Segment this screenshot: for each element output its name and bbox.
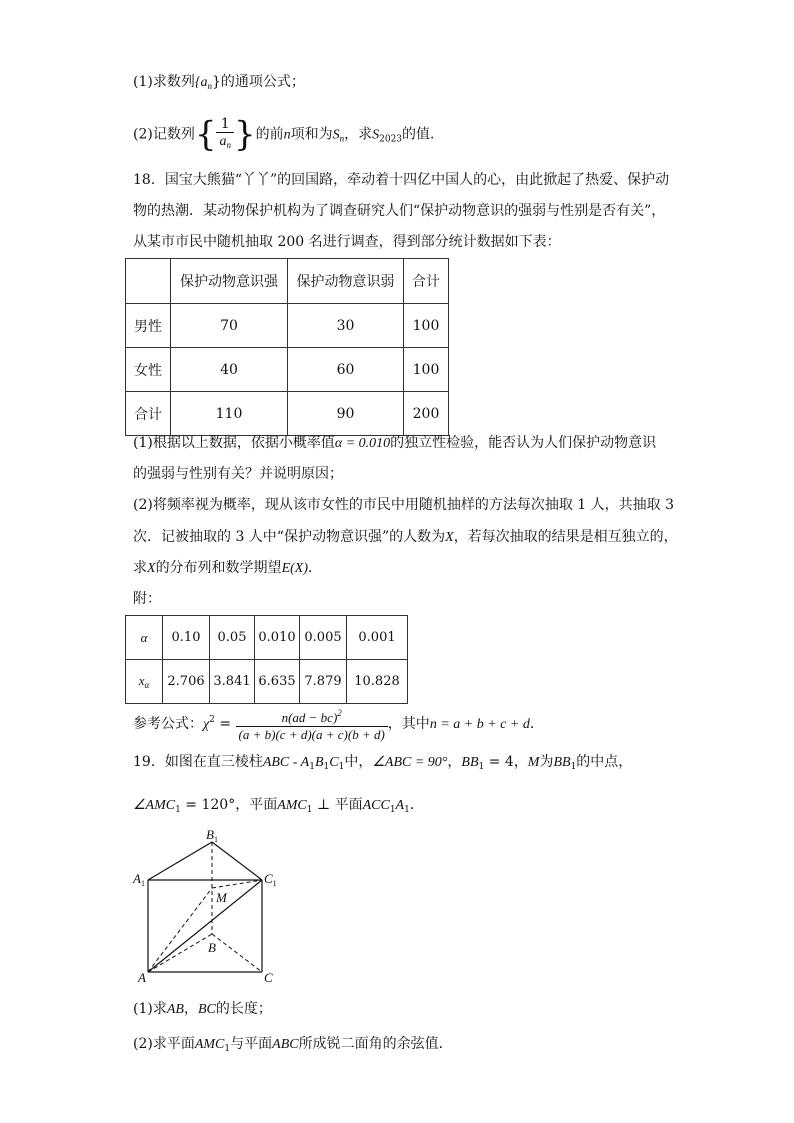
prism-figure <box>130 828 290 988</box>
q18-line2: 物的热潮．某动物保护机构为了调查研究人们“保护动物意识的强弱与性别是否有关”， <box>133 203 666 219</box>
label-c1: $C_1$ <box>264 871 277 888</box>
chi-square-fraction: $\frac{n(ad - bc)^2}{(a + b)(c + d)(a + c)(b + d)}$ <box>236 705 388 743</box>
statistics-table <box>125 258 449 436</box>
label-b1: $B_1$ <box>206 828 218 844</box>
label-m: M <box>216 890 227 905</box>
table-row: $x_\alpha$ 2.706 3.841 6.635 7.879 10.828 <box>126 660 408 704</box>
fraction-1-over-an: $\frac{1}{a_n}$ <box>216 116 234 153</box>
critical-value-table <box>125 615 408 704</box>
edge-b1-c1 <box>212 842 262 880</box>
q18-line3: 从某市市民中随机抽取 200 名进行调查，得到部分统计数据如下表： <box>133 234 561 250</box>
q19-line2: $\angle AMC_1 = 120^\circ$，平面$AMC_1$ ⊥ 平面$ACC_1A_1$． <box>133 797 424 815</box>
label-b: B <box>208 940 216 955</box>
edge-a1-b1 <box>148 842 212 880</box>
label-a1: $A_1$ <box>133 871 145 888</box>
q18-sub1-line2: 的强弱与性别有关？并说明原因； <box>133 466 343 482</box>
table-row: 女性 40 60 100 <box>126 348 449 392</box>
reference-formula: 参考公式：$\chi^2$ = $\frac{n(ad - bc)^2}{(a + b)(c + d)(a + c)(b + d)}$ ，其中n = a + b + c + d． <box>133 702 544 743</box>
right-brace-symbol: } <box>233 114 256 155</box>
edge-a-b-hidden <box>148 934 212 972</box>
table-header-row: 保护动物意识强 保护动物意识弱 合计 <box>126 259 449 304</box>
table-row: α 0.10 0.05 0.010 0.005 0.001 <box>126 616 408 660</box>
q17-part2: (2)记数列{ $\frac{1}{a_n}$ }的前n项和为$S_n$，求$S_{2023}$的值． <box>133 114 445 155</box>
q18-sub2-line3: 求X的分布列和数学期望E(X)． <box>133 560 322 576</box>
q19-sub2: (2)求平面$AMC_1$与平面ABC所成锐二面角的余弦值． <box>133 1036 453 1054</box>
table-row: 男性 70 30 100 <box>126 304 449 348</box>
edge-b-c-hidden <box>212 934 262 972</box>
left-brace-symbol: { <box>194 114 217 155</box>
q19-line1: 19．如图在直三棱柱ABC - $A_1B_1C_1$中，∠ABC = 90°，$BB_1 = 4$，M为$BB_1$的中点， <box>133 754 633 772</box>
label-a: A <box>138 970 146 985</box>
q18-sub2-line2: 次．记被抽取的 3 人中“保护动物意识强”的人数为X，若每次抽取的结果是相互独立的， <box>133 529 678 545</box>
q17-part1: (1)求数列$\{a_n\}$的通项公式； <box>133 74 305 91</box>
appendix-label: 附： <box>133 591 161 607</box>
segment-a-c1 <box>148 880 262 972</box>
table-row: 合计 110 90 200 <box>126 392 449 436</box>
q18-sub1-line1: (1)根据以上数据，依据小概率值α = 0.010的独立性检验，能否认为人们保护动物意识 <box>133 435 657 451</box>
q18-line1: 18．国宝大熊猫“丫丫”的回国路，牵动着十四亿中国人的心，由此掀起了热爱、保护动 <box>133 172 670 188</box>
q19-sub1: (1)求AB，BC的长度； <box>133 1001 272 1017</box>
q18-sub2-line1: (2)将频率视为概率，现从该市女性的市民中用随机抽样的方法每次抽取 1 人，共抽取 3 <box>133 497 674 513</box>
segment-a-m-hidden <box>148 888 212 972</box>
label-c: C <box>264 970 273 985</box>
